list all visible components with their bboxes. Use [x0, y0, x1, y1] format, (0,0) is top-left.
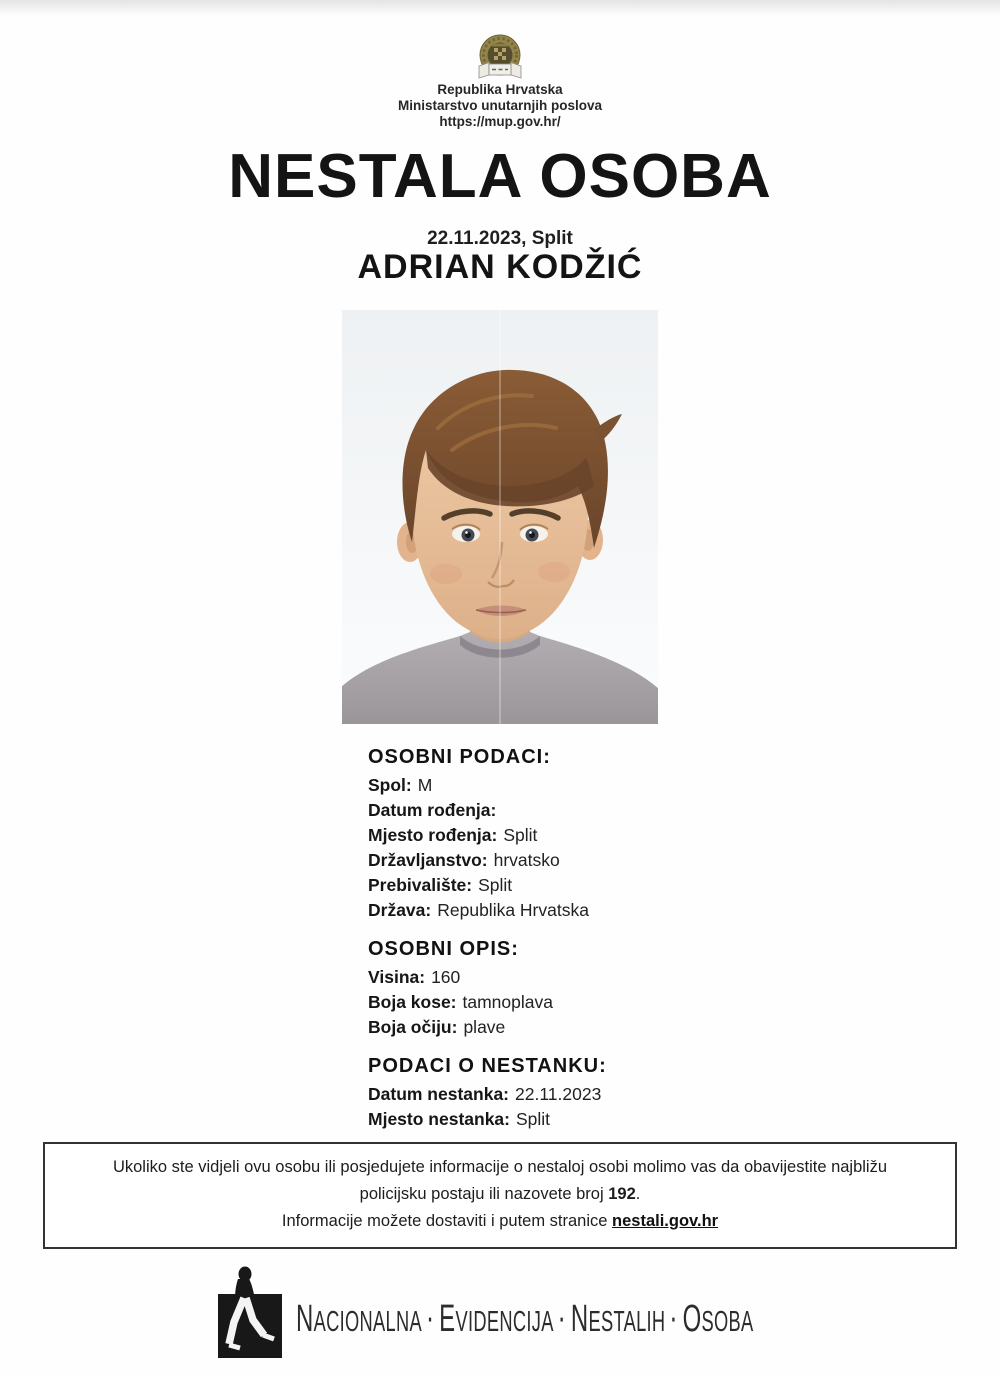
info-row [368, 773, 828, 798]
notice-line-3: Informacije možete dostaviti i putem stranice nestali.gov.hr [281, 1212, 719, 1230]
wordmark-word: NACIONALNA [296, 1298, 423, 1340]
info-row [368, 1015, 828, 1040]
portrait-photo [342, 310, 658, 724]
info-label: Mjesto rođenja: [368, 825, 498, 845]
info-label: Prebivalište: [368, 875, 473, 895]
info-row [368, 898, 828, 923]
walking-person-icon [218, 1266, 282, 1358]
section-personal-description [368, 937, 828, 1040]
wordmark-separator: · [427, 1304, 434, 1334]
info-row [368, 848, 828, 873]
national-register-wordmark [296, 1299, 754, 1342]
info-label: Boja očiju: [368, 1017, 458, 1037]
info-row [368, 873, 828, 898]
page-title: NESTALA OSOBA [228, 142, 772, 211]
nestali-link[interactable]: nestali.gov.hr [612, 1212, 719, 1230]
section-personal-data [368, 745, 828, 923]
info-value: hrvatsko [493, 850, 560, 870]
wordmark-word: NESTALIH [570, 1298, 666, 1340]
info-label: Državljanstvo: [368, 850, 488, 870]
info-label: Visina: [368, 967, 426, 987]
info-label: Spol: [368, 775, 412, 795]
info-row [368, 823, 828, 848]
emergency-number: 192 [608, 1185, 636, 1203]
info-value: tamnoplava [462, 992, 553, 1012]
notice-line-2: policijsku postaju ili nazovete broj 192. [359, 1185, 641, 1203]
info-label: Datum rođenja: [368, 800, 497, 820]
info-value: 22.11.2023 [515, 1084, 602, 1104]
info-column [368, 745, 828, 1146]
notice-line-1: Ukoliko ste vidjeli ovu osobu ili posjedujete informacije o nestaloj osobi molimo vas da obavijestite najbližu [112, 1158, 888, 1176]
info-row [368, 990, 828, 1015]
missing-person-name: ADRIAN KODŽIĆ [357, 248, 643, 286]
wordmark-separator: · [559, 1304, 566, 1334]
section-heading: PODACI O NESTANKU: [368, 1055, 607, 1077]
missing-date-place: 22.11.2023, Split [427, 228, 573, 249]
info-value: 160 [431, 967, 461, 987]
notice-box [43, 1142, 957, 1249]
wordmark-word: OSOBA [682, 1298, 754, 1340]
ministry-url: https://mup.gov.hr/ [439, 114, 561, 129]
section-heading: OSOBNI OPIS: [368, 938, 519, 960]
info-label: Boja kose: [368, 992, 457, 1012]
info-label: Datum nestanka: [368, 1084, 510, 1104]
ministry-header [0, 82, 1000, 130]
mup-coat-of-arms-icon [477, 34, 523, 86]
info-row [368, 1107, 828, 1132]
wordmark-word: EVIDENCIJA [439, 1298, 554, 1340]
info-value: Split [515, 1109, 551, 1129]
info-value: Split [503, 825, 538, 845]
info-value: plave [463, 1017, 506, 1037]
wordmark-separator: · [671, 1304, 677, 1334]
info-value: Republika Hrvatska [437, 900, 589, 920]
ministry-country: Republika Hrvatska [437, 82, 563, 97]
info-row [368, 1082, 828, 1107]
section-disappearance-data [368, 1054, 828, 1132]
info-row [368, 798, 828, 823]
info-value: M [417, 775, 433, 795]
info-value: Split [478, 875, 513, 895]
ministry-name: Ministarstvo unutarnjih poslova [397, 98, 603, 113]
section-heading: OSOBNI PODACI: [368, 746, 551, 768]
info-label: Mjesto nestanka: [368, 1109, 510, 1129]
info-row [368, 965, 828, 990]
scan-edge-shadow [0, 0, 1000, 16]
info-label: Država: [368, 900, 432, 920]
